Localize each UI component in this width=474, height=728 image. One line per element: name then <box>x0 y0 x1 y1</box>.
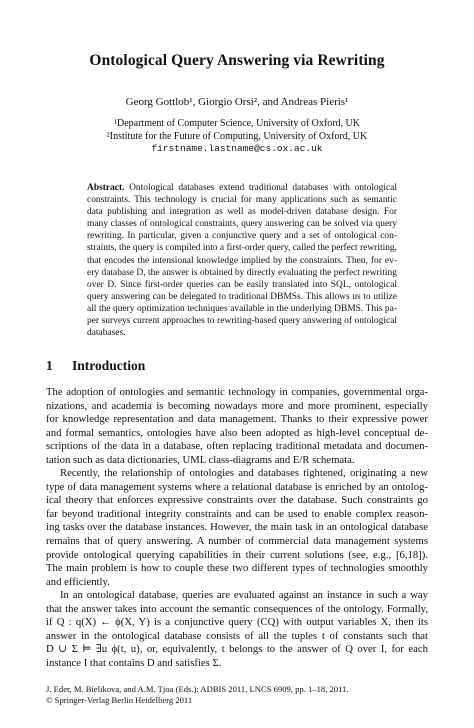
abstract-line: constraints. This technology is crucial for many applications such as semantic <box>87 195 397 206</box>
body-line: and efficiently. <box>46 575 110 588</box>
abstract-line: ery database D, the answer is obtained by directly evaluating the perfect rewriting <box>87 267 397 278</box>
section-title: Introduction <box>72 358 146 373</box>
abstract-line: that encodes the intensional knowledge implied by the constraints. Then, for ev- <box>87 255 397 266</box>
abstract-line: query answering can be delegated to traditional DBMSs. This allows us to utilize <box>87 291 397 302</box>
abstract-label: Abstract. <box>87 183 125 193</box>
body-line: The main problem is how to couple these two different types of technologies smoothly <box>46 562 428 575</box>
body-line: D ∪ Σ ⊨ ∃u ϕ(t, u), or, equivalently, t belongs to the answer of Q over I, for each <box>46 643 428 656</box>
affiliation-2: ²Institute for the Future of Computing, University of Oxford, UK <box>106 131 368 142</box>
body-line: tation such as data dictionaries, UML class-diagrams and E/R schemata. <box>46 453 355 466</box>
abstract-line: many classes of ontological constraints, query answering can be solved via query <box>87 219 397 230</box>
abstract-line: straints, the query is compiled into a first-order query, called the perfect rewriting, <box>87 243 397 254</box>
body-line: instance I that contains D and satisfies Σ. <box>46 656 222 669</box>
copyright-line: © Springer-Verlag Berlin Heidelberg 2011 <box>46 695 193 705</box>
body-line: ical theory that enforces expressive constraints over the database. Such constraints go <box>46 494 428 507</box>
section-number: 1 <box>46 358 53 373</box>
body-line: that the answer takes into account the semantic consequences of the ontology. Formally, <box>46 602 428 615</box>
citation-line: J. Eder, M. Bielikova, and A.M. Tjoa (Eds.): ADBIS 2011, LNCS 6909, pp. 1–18, 2011. <box>46 684 349 694</box>
body-line: scriptions of the data in a database, often replacing traditional metadata and documen- <box>46 440 428 453</box>
abstract-line: data publishing and integration as well as model-driven database design. For <box>87 207 397 218</box>
body-line: if Q : q(X) ← ϕ(X, Y) is a conjunctive query (CQ) with output variables X, then its <box>46 616 428 629</box>
abstract-line: Abstract. Ontological databases extend traditional databases with ontological <box>87 183 397 193</box>
body-line: The adoption of ontologies and semantic technology in companies, governmental orga- <box>46 386 428 398</box>
abstract-line: over D. Since first-order queries can be easily translated into SQL, ontological <box>87 279 397 290</box>
page-footer <box>46 684 428 706</box>
abstract-line: rewriting. In particular, given a conjunctive query and a set of ontological con- <box>87 231 397 242</box>
author-email: firstname.lastname@cs.ox.ac.uk <box>151 143 323 154</box>
body-line: remains that of query answering. A number of commercial data management systems <box>46 535 428 548</box>
body-line: answer in the ontological database consists of all the tuples t of constants such that <box>46 629 428 642</box>
author-list: Georg Gottlob¹, Giorgio Orsi², and Andreas Pieris¹ <box>125 96 349 108</box>
body-line: and formal semantics, ontologies have also been adopted as high-level conceptual de- <box>46 426 428 439</box>
abstract-line: all the query optimization techniques available in the underlying DBMS. This pa- <box>87 303 397 314</box>
body-line: nizations, and academia is becoming nowadays more and more prominent, especially <box>46 399 428 412</box>
abstract-line: per surveys current approaches to rewriting-based query answering of ontological <box>87 316 397 327</box>
body-line: In an ontological database, queries are evaluated against an instance in such a way <box>60 589 428 602</box>
paper-title: Ontological Query Answering via Rewriting <box>89 52 385 69</box>
body-text <box>46 386 428 670</box>
body-line: for knowledge representation and data management. Thanks to their expressive power <box>46 413 428 426</box>
section-heading <box>46 358 145 374</box>
body-line: type of data management systems where a relational database is enriched by an ontolog- <box>46 480 428 493</box>
body-line: ing tasks over the database instances. However, the main task in an ontological database <box>46 521 428 534</box>
body-line: Recently, the relationship of ontologies and databases tightened, originating a new <box>60 467 428 480</box>
affiliation-1: ¹Department of Computer Science, University of Oxford, UK <box>114 118 360 129</box>
abstract-line: databases. <box>87 328 126 339</box>
body-line: far beyond traditional integrity constraints and can be used to enable complex reason- <box>46 507 428 520</box>
abstract <box>87 182 397 339</box>
body-line: provide ontological querying capabilities in their current solutions (see, e.g., [6,18]). <box>46 548 428 561</box>
